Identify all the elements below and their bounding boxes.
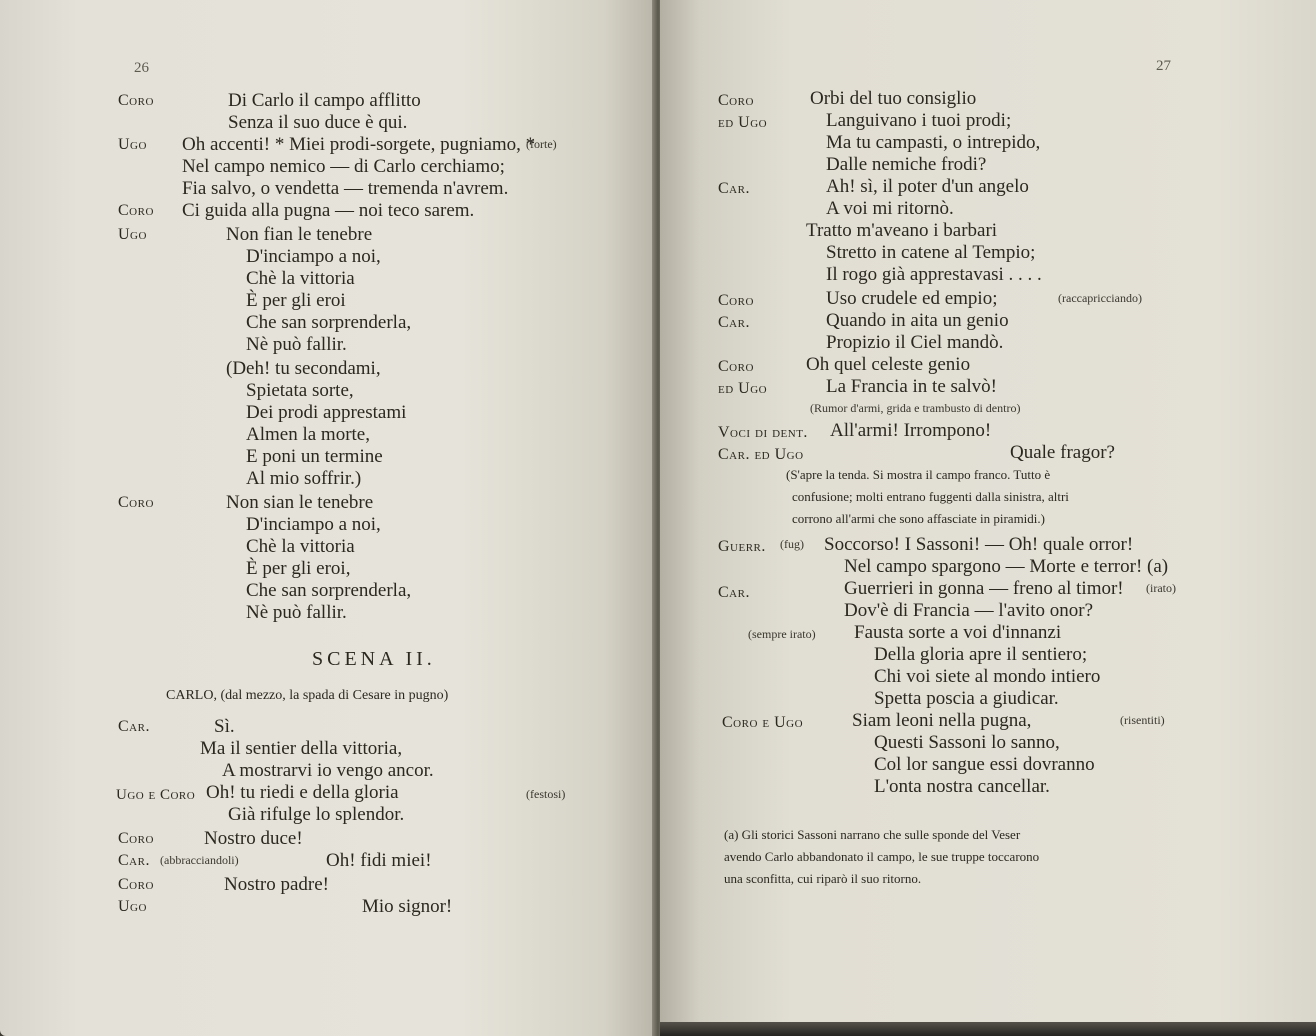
verse-line: Nostro duce!	[204, 828, 303, 849]
verse-line: Dei prodi apprestami	[246, 402, 407, 423]
verse-line: Nè può fallir.	[246, 334, 347, 355]
verse-line: Nè può fallir.	[246, 602, 347, 623]
stage-direction: confusione; molti entrano fuggenti dalla sinistra, altri	[792, 489, 1069, 504]
verse-line: Soccorso! I Sassoni! — Oh! quale orror!	[824, 534, 1134, 555]
speaker-label: Car. ed Ugo	[718, 446, 804, 463]
speaker-label: Ugo	[118, 136, 147, 153]
speaker-label: Car.	[118, 852, 150, 869]
verse-line: Propizio il Ciel mandò.	[826, 332, 1004, 353]
verse-line: Dalle nemiche frodi?	[826, 154, 987, 175]
stage-direction: (sempre irato)	[748, 627, 816, 641]
speaker-label: Car.	[718, 180, 750, 197]
footnote-line: (a) Gli storici Sassoni narrano che sulle sponde del Veser	[724, 827, 1021, 842]
verse-line: Nel campo spargono — Morte e terror! (a)	[844, 556, 1169, 577]
verse-line: Ma il sentier della vittoria,	[200, 738, 403, 759]
speaker-label: Ugo	[118, 226, 147, 243]
verse-line: All'armi! Irrompono!	[830, 420, 992, 441]
verse-line: È per gli eroi	[246, 290, 346, 311]
verse-line: D'inciampo a noi,	[246, 514, 381, 535]
stage-direction: (abbracciandoli)	[160, 853, 239, 867]
stage-direction: (raccapricciando)	[1058, 291, 1142, 305]
verse-line: Chè la vittoria	[246, 268, 355, 289]
verse-line: Fausta sorte a voi d'innanzi	[854, 622, 1062, 643]
verse-line: Oh! fidi miei!	[326, 850, 432, 871]
stage-direction: (Rumor d'armi, grida e trambusto di dentro)	[810, 401, 1021, 415]
verse-line: Non fian le tenebre	[226, 224, 373, 245]
verse-line: Che san sorprenderla,	[246, 580, 412, 601]
verse-line: Già rifulge lo splendor.	[228, 804, 405, 825]
page-number: 27	[1156, 58, 1171, 74]
speaker-label: Car.	[718, 314, 750, 331]
speaker-label: Guerr.	[718, 538, 766, 555]
footnote-line: avendo Carlo abbandonato il campo, le sue truppe toccarono	[724, 849, 1040, 864]
verse-line: Ma tu campasti, o intrepido,	[826, 132, 1041, 153]
footnote-line: una sconfitta, cui riparò il suo ritorno.	[724, 871, 922, 886]
speaker-label: Car.	[118, 718, 150, 735]
speaker-label: Coro	[118, 494, 154, 511]
speaker-label: Voci di dent.	[718, 424, 808, 441]
verse-line: Chi voi siete al mondo intiero	[874, 666, 1101, 687]
verse-line: Chè la vittoria	[246, 536, 355, 557]
verse-line: Ci guida alla pugna — noi teco sarem.	[182, 200, 475, 221]
speaker-label: Coro	[718, 92, 754, 109]
speaker-label: ed Ugo	[718, 380, 768, 397]
speaker-label: Coro	[718, 358, 754, 375]
verse-line: Siam leoni nella pugna,	[852, 710, 1032, 731]
speaker-label: Coro	[118, 876, 154, 893]
verse-line: (Deh! tu secondami,	[226, 358, 381, 379]
verse-line: Quale fragor?	[1010, 442, 1115, 463]
stage-direction: corrono all'armi che sono affasciate in piramidi.)	[792, 511, 1045, 526]
verse-line: Oh quel celeste genio	[806, 354, 971, 375]
speaker-label: ed Ugo	[718, 114, 768, 131]
right-page	[660, 0, 1316, 1036]
stage-direction: (forte)	[526, 137, 557, 151]
verse-line: Languivano i tuoi prodi;	[826, 110, 1012, 131]
speaker-label: Ugo e Coro	[116, 787, 196, 803]
verse-line: Questi Sassoni lo sanno,	[874, 732, 1060, 753]
verse-line: Di Carlo il campo afflitto	[228, 90, 421, 111]
verse-line: Uso crudele ed empio;	[826, 288, 998, 309]
verse-line: Ah! sì, il poter d'un angelo	[826, 176, 1029, 197]
speaker-label: Coro	[118, 202, 154, 219]
verse-line: A mostrarvi io vengo ancor.	[222, 760, 434, 781]
speaker-label: Coro	[718, 292, 754, 309]
scene-direction: CARLO, (dal mezzo, la spada di Cesare in pugno)	[166, 688, 449, 703]
speaker-label: Ugo	[118, 898, 147, 915]
verse-line: Tratto m'aveano i barbari	[806, 220, 998, 241]
scene-heading: SCENA II.	[312, 648, 436, 670]
verse-line: Quando in aita un genio	[826, 310, 1009, 331]
stage-direction: (risentiti)	[1120, 713, 1165, 727]
speaker-label: Car.	[718, 584, 750, 601]
stage-direction: (irato)	[1146, 581, 1176, 595]
speaker-label: Coro	[118, 92, 154, 109]
verse-line: D'inciampo a noi,	[246, 246, 381, 267]
stage-direction: (S'apre la tenda. Si mostra il campo franco. Tutto è	[786, 467, 1051, 482]
verse-line: Al mio soffrir.)	[246, 468, 362, 489]
verse-line: Spietata sorte,	[246, 380, 354, 401]
verse-line: Nostro padre!	[224, 874, 329, 895]
page-number: 26	[134, 60, 149, 76]
verse-line: Almen la morte,	[246, 424, 370, 445]
left-page	[0, 0, 656, 1036]
verse-line: Oh! tu riedi e della gloria	[206, 782, 399, 803]
verse-line: Col lor sangue essi dovranno	[874, 754, 1095, 775]
verse-line: Oh accenti! * Miei prodi-sorgete, pugniamo, *	[182, 134, 536, 155]
verse-line: Senza il suo duce è qui.	[228, 112, 408, 133]
verse-line: Mio signor!	[362, 896, 453, 917]
stage-direction: (fug)	[780, 537, 804, 551]
verse-line: È per gli eroi,	[246, 558, 351, 579]
verse-line: Il rogo già apprestavasi . . . .	[826, 264, 1042, 285]
verse-line: Fia salvo, o vendetta — tremenda n'avrem.	[182, 178, 509, 199]
page-edge-shadow	[660, 1022, 1316, 1036]
speaker-label: Coro	[118, 830, 154, 847]
verse-line: Della gloria apre il sentiero;	[874, 644, 1088, 665]
verse-line: Dov'è di Francia — l'avito onor?	[844, 600, 1094, 621]
verse-line: Sì.	[214, 716, 235, 737]
verse-line: E poni un termine	[246, 446, 383, 467]
verse-line: Orbi del tuo consiglio	[810, 88, 977, 109]
verse-line: Spetta poscia a giudicar.	[874, 688, 1059, 709]
speaker-label: Coro e Ugo	[722, 714, 804, 731]
verse-line: Non sian le tenebre	[226, 492, 374, 513]
verse-line: Stretto in catene al Tempio;	[826, 242, 1036, 263]
verse-line: Nel campo nemico — di Carlo cerchiamo;	[182, 156, 505, 177]
verse-line: A voi mi ritornò.	[826, 198, 954, 219]
verse-line: Guerrieri in gonna — freno al timor!	[844, 578, 1124, 599]
verse-line: Che san sorprenderla,	[246, 312, 412, 333]
verse-line: La Francia in te salvò!	[826, 376, 997, 397]
verse-line: L'onta nostra cancellar.	[874, 776, 1050, 797]
stage-direction: (festosi)	[526, 787, 566, 801]
